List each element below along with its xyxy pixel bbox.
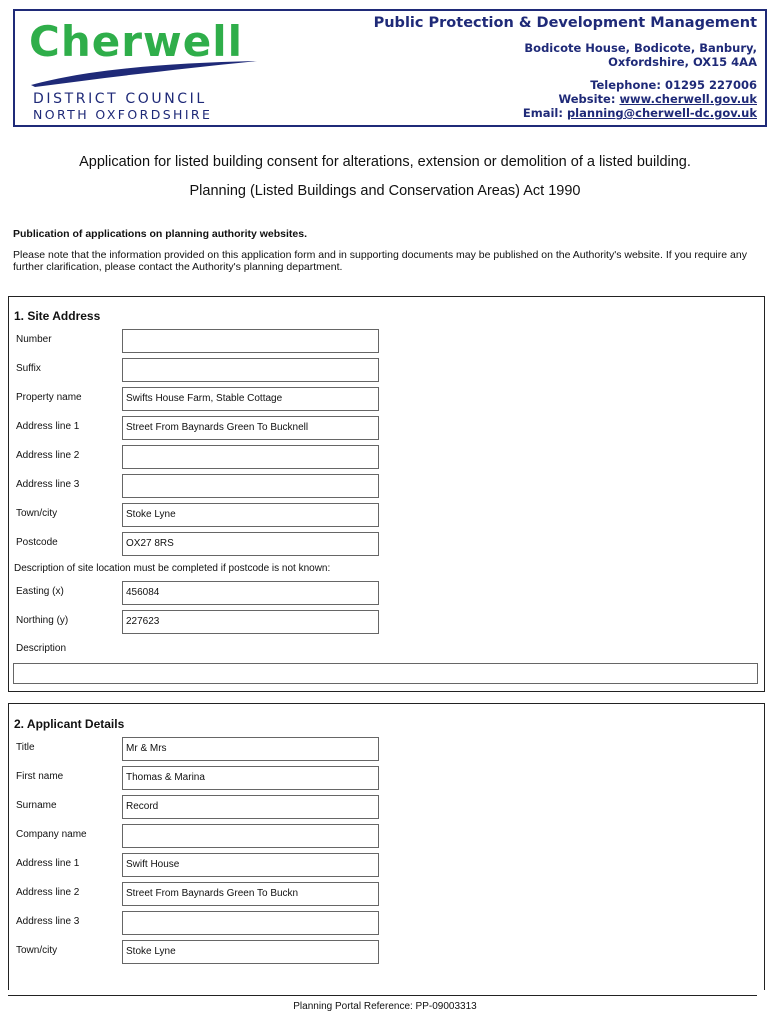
field-label: Northing (y) [16, 615, 69, 626]
website-link[interactable]: www.cherwell.gov.uk [619, 92, 757, 106]
field-row [9, 610, 766, 634]
publication-body: Please note that the information provided on this application form and in supporting documents may be published on the Authority's website. If you require any further clarification, please contact the Authority's planning department. [13, 249, 747, 273]
department-address [374, 41, 757, 69]
field-row [9, 445, 766, 469]
field-row [9, 766, 766, 790]
suffix-field[interactable] [122, 358, 379, 382]
form-title: Application for listed building consent for alterations, extension or demolition of a listed building. [79, 154, 691, 170]
address-line-1: Bodicote House, Bodicote, Banbury, [524, 41, 757, 55]
field-row [9, 940, 766, 964]
field-row [9, 358, 766, 382]
website-label: Website: [558, 92, 620, 106]
planning-portal-reference: Planning Portal Reference: PP-09003313 [293, 1001, 477, 1012]
letterhead [13, 9, 767, 127]
applicant-address-line-3-field[interactable] [122, 911, 379, 935]
property-name-field[interactable]: Swifts House Farm, Stable Cottage [122, 387, 379, 411]
field-row [9, 737, 766, 761]
field-row [9, 532, 766, 556]
form-subtitle: Planning (Listed Buildings and Conservation Areas) Act 1990 [189, 183, 581, 199]
email-line [374, 106, 757, 120]
field-row [9, 882, 766, 906]
easting-field[interactable]: 456084 [122, 581, 379, 605]
address-line-2-field[interactable] [122, 445, 379, 469]
logo-district-council: DISTRICT COUNCIL [33, 91, 207, 107]
cherwell-logo-word: Cherwell [29, 17, 244, 66]
description-label: Description [16, 643, 67, 654]
department-contact-block [374, 15, 757, 120]
site-address-section [8, 296, 765, 692]
field-label: Address line 2 [16, 450, 80, 461]
company-name-field[interactable] [122, 824, 379, 848]
field-label: Number [16, 334, 52, 345]
applicant-town-city-field[interactable]: Stoke Lyne [122, 940, 379, 964]
applicant-details-heading: 2. Applicant Details [14, 717, 125, 731]
field-label: Company name [16, 829, 87, 840]
field-row [9, 503, 766, 527]
applicant-address-line-1-field[interactable]: Swift House [122, 853, 379, 877]
telephone-label: Telephone: [590, 78, 665, 92]
field-label: Address line 3 [16, 479, 80, 490]
field-row [9, 795, 766, 819]
town-city-field[interactable]: Stoke Lyne [122, 503, 379, 527]
location-note: Description of site location must be completed if postcode is not known: [14, 563, 331, 574]
field-row [9, 329, 766, 353]
field-label: Title [16, 742, 35, 753]
field-label: Address line 3 [16, 916, 80, 927]
field-label: First name [16, 771, 64, 782]
field-row [9, 387, 766, 411]
field-row [9, 581, 766, 605]
website-line [374, 92, 757, 106]
field-row [9, 911, 766, 935]
field-row [9, 824, 766, 848]
field-label: Town/city [16, 945, 58, 956]
logo-north-oxfordshire: NORTH OXFORDSHIRE [33, 107, 213, 122]
footer-divider [8, 995, 757, 996]
description-field[interactable] [13, 663, 758, 684]
logo-swoosh-icon [29, 59, 259, 89]
field-label: Property name [16, 392, 82, 403]
field-row [9, 416, 766, 440]
field-label: Address line 1 [16, 858, 80, 869]
northing-field[interactable]: 227623 [122, 610, 379, 634]
field-row [9, 474, 766, 498]
department-contacts [374, 78, 757, 120]
field-label: Postcode [16, 537, 58, 548]
field-label: Address line 2 [16, 887, 80, 898]
field-label: Easting (x) [16, 586, 64, 597]
telephone-number: 01295 227006 [664, 78, 757, 92]
address-line-1-field[interactable]: Street From Baynards Green To Bucknell [122, 416, 379, 440]
email-link[interactable]: planning@cherwell-dc.gov.uk [566, 106, 757, 120]
publication-heading: Publication of applications on planning authority websites. [13, 228, 308, 240]
department-title: Public Protection & Development Management [373, 15, 757, 31]
field-row [9, 853, 766, 877]
telephone-line [374, 78, 757, 92]
first-name-field[interactable]: Thomas & Marina [122, 766, 379, 790]
field-label: Address line 1 [16, 421, 80, 432]
field-label: Town/city [16, 508, 58, 519]
address-line-2: Oxfordshire, OX15 4AA [608, 55, 757, 69]
applicant-details-section [8, 703, 765, 990]
applicant-address-line-2-field[interactable]: Street From Baynards Green To Buckn [122, 882, 379, 906]
email-label: Email: [522, 106, 567, 120]
site-address-heading: 1. Site Address [14, 309, 101, 323]
surname-field[interactable]: Record [122, 795, 379, 819]
title-field[interactable]: Mr & Mrs [122, 737, 379, 761]
postcode-field[interactable]: OX27 8RS [122, 532, 379, 556]
field-label: Suffix [16, 363, 41, 374]
number-field[interactable] [122, 329, 379, 353]
field-label: Surname [16, 800, 57, 811]
address-line-3-field[interactable] [122, 474, 379, 498]
